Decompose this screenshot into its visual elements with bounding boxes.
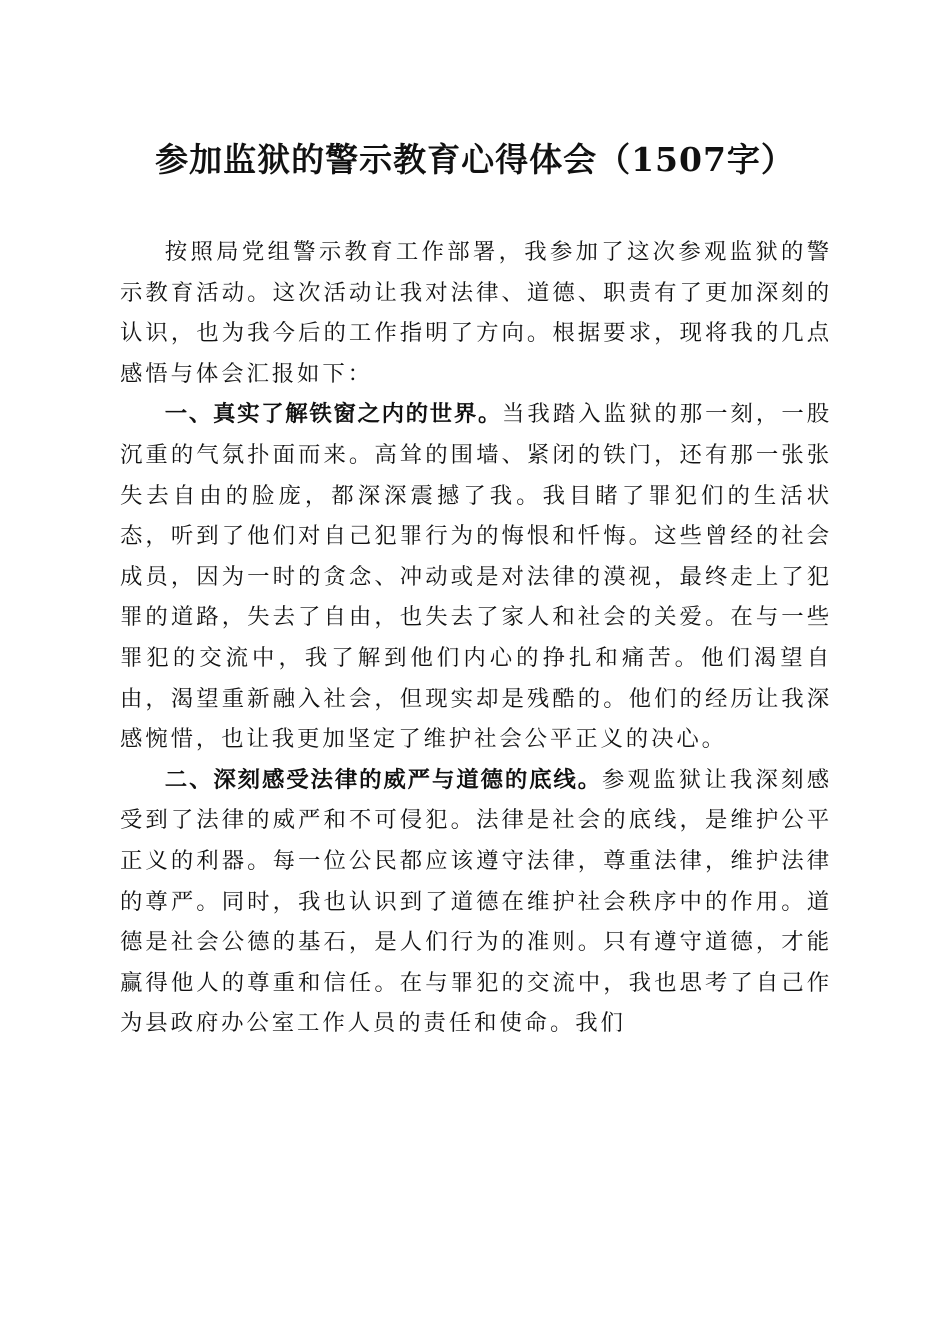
section-two-paragraph: [120, 760, 832, 1044]
intro-paragraph: [120, 232, 832, 394]
document-body: [120, 232, 832, 1044]
section-one-heading: 一、真实了解铁窗之内的世界。: [164, 401, 503, 428]
document-title: 参加监狱的警示教育心得体会（1507字）: [155, 140, 795, 179]
section-two-heading: 二、深刻感受法律的威严与道德的底线。: [164, 766, 602, 793]
intro-paragraph-text: 按照局党组警示教育工作部署，我参加了这次参观监狱的警示教育活动。这次活动让我对法律、道德、职责有了更加深刻的认识，也为我今后的工作指明了方向。根据要求，现将我的几点感悟与体会汇报如下：: [120, 239, 832, 387]
section-two-text: 参观监狱让我深刻感受到了法律的威严和不可侵犯。法律是社会的底线，是维护公平正义的利器。每一位公民都应该遵守法律，尊重法律，维护法律的尊严。同时，我也认识到了道德在维护社会秩序中的作用。道德是社会公德的基石，是人们行为的准则。只有遵守道德，才能赢得他人的尊重和信任。在与罪犯的交流中，我也思考了自己作为县政府办公室工作人员的责任和使命。我们: [120, 766, 832, 1037]
section-one-text: 当我踏入监狱的那一刻，一股沉重的气氛扑面而来。高耸的围墙、紧闭的铁门，还有那一张张失去自由的脸庞，都深深震撼了我。我目睹了罪犯们的生活状态，听到了他们对自己犯罪行为的悔恨和忏悔。这些曾经的社会成员，因为一时的贪念、冲动或是对法律的漠视，最终走上了犯罪的道路，失去了自由，也失去了家人和社会的关爱。在与一些罪犯的交流中，我了解到他们内心的挣扎和痛苦。他们渴望自由，渴望重新融入社会，但现实却是残酷的。他们的经历让我深感惋惜，也让我更加坚定了维护社会公平正义的决心。: [120, 401, 833, 753]
section-one-paragraph: [120, 394, 832, 759]
